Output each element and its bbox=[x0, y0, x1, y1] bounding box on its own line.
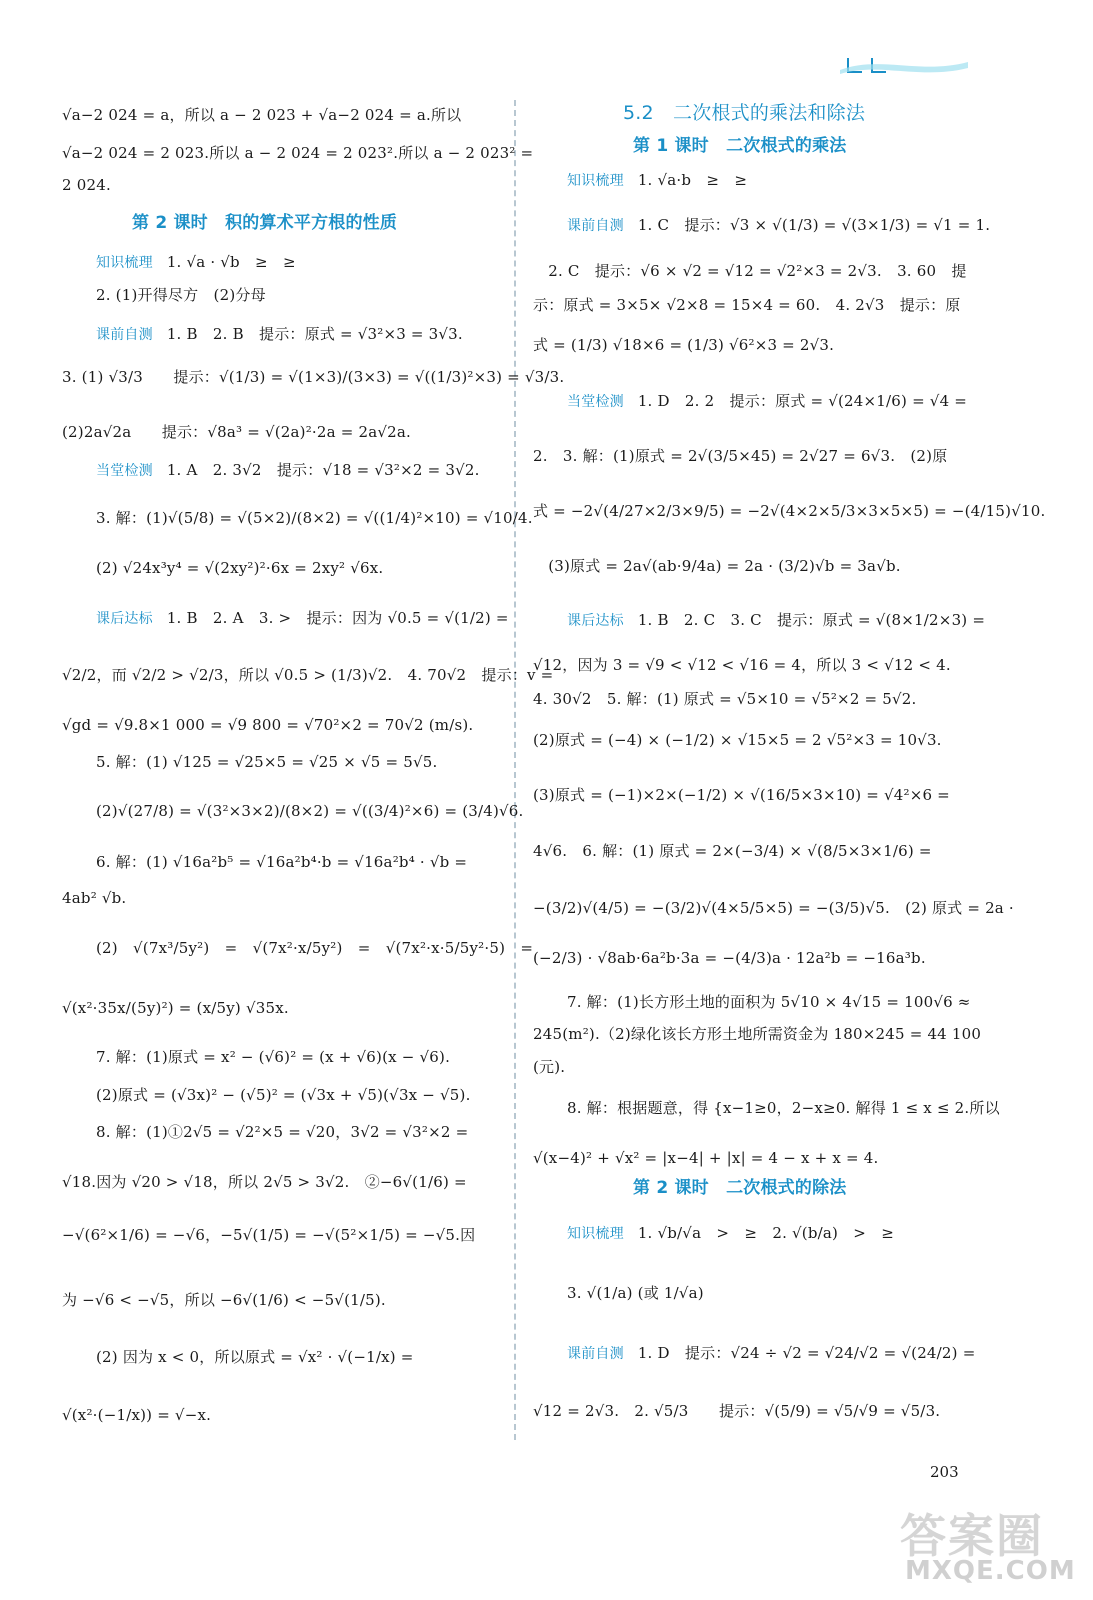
line-text: 第 2 课时 积的算术平方根的性质 bbox=[132, 213, 398, 233]
answer-line bbox=[62, 143, 533, 163]
section-tag: 知识梳理 bbox=[567, 1226, 624, 1242]
line-text: 示：原式 = 3×5× √2×8 = 15×4 = 60. 4. 2√3 提示：原 bbox=[533, 296, 961, 314]
answer-line bbox=[533, 1024, 981, 1044]
line-text: (3)原式 = 2a√(ab·9/4a) = 2a · (3/2)√b = 3a√b. bbox=[533, 557, 901, 575]
line-text: 1. D 提示：√24 ÷ √2 = √24/√2 = √(24/2) = bbox=[637, 1344, 976, 1362]
answer-line bbox=[62, 105, 461, 125]
answer-line bbox=[96, 252, 296, 273]
section-heading bbox=[623, 103, 865, 123]
answer-line bbox=[62, 1290, 386, 1310]
answer-line bbox=[62, 715, 473, 735]
answer-line bbox=[96, 324, 463, 345]
answer-line bbox=[533, 1148, 878, 1168]
section-tag: 当堂检测 bbox=[96, 463, 153, 479]
line-text: √18.因为 √20 > √18，所以 2√5 > 3√2. ②−6√(1/6) = bbox=[62, 1173, 467, 1191]
answer-line bbox=[567, 1223, 894, 1244]
answer-line bbox=[567, 610, 985, 631]
page-number: 203 bbox=[930, 1463, 959, 1481]
answer-line bbox=[62, 1225, 475, 1245]
line-text: 3. √(1/a) (或 1/√a) bbox=[567, 1284, 704, 1302]
section-heading bbox=[132, 213, 397, 233]
answer-line bbox=[96, 558, 383, 578]
answer-line bbox=[96, 1047, 450, 1067]
answer-line bbox=[533, 689, 916, 709]
header-wave-decoration bbox=[820, 50, 970, 80]
line-text: −√(6²×1/6) = −√6，−5√(1/5) = −√(5²×1/5) = −√5.因 bbox=[62, 1226, 476, 1244]
line-text: 式 = (1/3) √18×6 = (1/3) √6²×3 = 2√3. bbox=[533, 336, 835, 354]
line-text: (2) √24x³y⁴ = √(2xy²)²·6x = 2xy² √6x. bbox=[96, 559, 384, 577]
watermark-logo: 答案圈 bbox=[900, 1509, 1044, 1563]
answer-line bbox=[62, 367, 564, 387]
answer-line bbox=[96, 852, 467, 872]
line-text: 式 = −2√(4/27×2/3×9/5) = −2√(4×2×5/3×3×5×5) = −(4/15)√10. bbox=[533, 502, 1046, 520]
answer-line bbox=[567, 1343, 975, 1364]
line-text: 1. √a · √b ≥ ≥ bbox=[166, 253, 296, 271]
line-text: √a−2 024 = 2 023.所以 a − 2 024 = 2 023².所以 a − 2 023² = bbox=[62, 144, 534, 162]
line-text: 8. 解：(1)①2√5 = √2²×5 = √20，3√2 = √3²×2 = bbox=[96, 1123, 469, 1141]
answer-line bbox=[533, 556, 901, 576]
watermark-url: MXQE.COM bbox=[905, 1556, 1076, 1586]
answer-line bbox=[96, 460, 480, 481]
answer-line bbox=[533, 655, 951, 675]
answer-line bbox=[567, 1283, 704, 1303]
answer-line bbox=[62, 1172, 467, 1192]
section-tag: 课前自测 bbox=[567, 1346, 624, 1362]
line-text: √gd = √9.8×1 000 = √9 800 = √70²×2 = 70√2 (m/s). bbox=[62, 716, 474, 734]
line-text: 5. 解：(1) √125 = √25×5 = √25 × √5 = 5√5. bbox=[96, 753, 438, 771]
line-text: 3. 解：(1)√(5/8) = √(5×2)/(8×2) = √((1/4)²×10) = √10/4. bbox=[96, 509, 533, 527]
line-text: 3. (1) √3/3 提示：√(1/3) = √(1×3)/(3×3) = √((1/3)²×3) = √3/3. bbox=[62, 368, 565, 386]
answer-line bbox=[533, 446, 947, 466]
line-text: (3)原式 = (−1)×2×(−1/2) × √(16/5×3×10) = √4²×6 = bbox=[533, 786, 950, 804]
answer-line bbox=[533, 898, 1014, 918]
section-tag: 知识梳理 bbox=[567, 173, 624, 189]
answer-line bbox=[533, 335, 834, 355]
answer-line bbox=[567, 992, 971, 1012]
line-text: 2. (1)开得尽方 (2)分母 bbox=[96, 286, 266, 304]
answer-line bbox=[96, 608, 509, 629]
answer-line bbox=[62, 175, 111, 195]
line-text: (元). bbox=[533, 1058, 566, 1076]
line-text: √(x²·35x/(5y)²) = (x/5y) √35x. bbox=[62, 999, 289, 1017]
line-text: (2)原式 = (√3x)² − (√5)² = (√3x + √5)(√3x − √5). bbox=[96, 1086, 471, 1104]
line-text: 1. √a·b ≥ ≥ bbox=[637, 171, 748, 189]
answer-line bbox=[567, 391, 967, 412]
answer-line bbox=[62, 888, 126, 908]
answer-line bbox=[533, 501, 1045, 521]
answer-line bbox=[533, 295, 961, 315]
line-text: 为 −√6 < −√5，所以 −6√(1/6) < −5√(1/5). bbox=[62, 1291, 386, 1309]
line-text: √(x²·(−1/x)) = √−x. bbox=[62, 1406, 212, 1424]
answer-line bbox=[533, 1057, 565, 1077]
answer-line bbox=[96, 1085, 471, 1105]
answer-line bbox=[96, 752, 437, 772]
line-text: (2) 因为 x < 0，所以原式 = √x² · √(−1/x) = bbox=[96, 1348, 414, 1366]
line-text: 245(m²).（2)绿化该长方形土地所需资金为 180×245 = 44 100 bbox=[533, 1025, 982, 1043]
answer-line bbox=[567, 1098, 1000, 1118]
section-tag: 知识梳理 bbox=[96, 255, 153, 271]
line-text: 4ab² √b. bbox=[62, 889, 127, 907]
answer-line bbox=[533, 841, 932, 861]
answer-line bbox=[62, 998, 289, 1018]
line-text: 7. 解：(1)原式 = x² − (√6)² = (x + √6)(x − √6). bbox=[96, 1048, 451, 1066]
answer-line bbox=[567, 170, 747, 191]
line-text: 1. C 提示：√3 × √(1/3) = √(3×1/3) = √1 = 1. bbox=[637, 216, 991, 234]
line-text: 1. D 2. 2 提示：原式 = √(24×1/6) = √4 = bbox=[637, 392, 968, 410]
section-heading bbox=[633, 1178, 846, 1198]
answer-line bbox=[96, 285, 266, 305]
section-tag: 课前自测 bbox=[96, 327, 153, 343]
answer-line bbox=[96, 1122, 468, 1142]
column-divider bbox=[514, 100, 516, 1440]
line-text: (2)2a√2a 提示：√8a³ = √(2a)²·2a = 2a√2a. bbox=[62, 423, 411, 441]
line-text: 2. 3. 解：(1)原式 = 2√(3/5×45) = 2√27 = 6√3. (2)原 bbox=[533, 447, 948, 465]
answer-line bbox=[96, 1347, 414, 1367]
line-text: 8. 解：根据题意，得 {x−1≥0，2−x≥0. 解得 1 ≤ x ≤ 2.所以 bbox=[567, 1099, 1000, 1117]
line-text: 第 2 课时 二次根式的除法 bbox=[633, 1178, 847, 1198]
line-text: 2. C 提示：√6 × √2 = √12 = √2²×3 = 2√3. 3. 60 提 bbox=[533, 262, 967, 280]
line-text: (2)原式 = (−4) × (−1/2) × √15×5 = 2 √5²×3 = 10√3. bbox=[533, 731, 942, 749]
answer-line bbox=[62, 1405, 211, 1425]
line-text: 1. A 2. 3√2 提示：√18 = √3²×2 = 3√2. bbox=[166, 461, 480, 479]
answer-line bbox=[533, 948, 926, 968]
line-text: √12 = 2√3. 2. √5/3 提示：√(5/9) = √5/√9 = √5/3. bbox=[533, 1402, 941, 1420]
section-tag: 课前自测 bbox=[567, 218, 624, 234]
line-text: (2) √(7x³/5y²) = √(7x²·x/5y²) = √(7x²·x·5/5y²·5) = bbox=[96, 939, 534, 957]
line-text: 1. B 2. A 3. > 提示：因为 √0.5 = √(1/2) = bbox=[166, 609, 509, 627]
line-text: 6. 解：(1) √16a²b⁵ = √16a²b⁴·b = √16a²b⁴ · √b = bbox=[96, 853, 468, 871]
line-text: √a−2 024 = a，所以 a − 2 023 + √a−2 024 = a.所以 bbox=[62, 106, 462, 124]
answer-line bbox=[62, 665, 553, 685]
section-tag: 当堂检测 bbox=[567, 394, 624, 410]
line-text: (2)√(27/8) = √(3²×3×2)/(8×2) = √((3/4)²×6) = (3/4)√6. bbox=[96, 802, 524, 820]
section-tag: 课后达标 bbox=[96, 611, 153, 627]
section-heading bbox=[633, 136, 846, 156]
line-text: (−2/3) · √8ab·6a²b·3a = −(4/3)a · 12a²b = −16a³b. bbox=[533, 949, 926, 967]
line-text: √(x−4)² + √x² = |x−4| + |x| = 4 − x + x = 4. bbox=[533, 1149, 879, 1167]
line-text: −(3/2)√(4/5) = −(3/2)√(4×5/5×5) = −(3/5)√5. (2) 原式 = 2a · bbox=[533, 899, 1014, 917]
answer-line bbox=[62, 422, 411, 442]
line-text: √12，因为 3 = √9 < √12 < √16 = 4，所以 3 < √12 < 4. bbox=[533, 656, 951, 674]
answer-line bbox=[533, 261, 967, 281]
section-tag: 课后达标 bbox=[567, 613, 624, 629]
answer-line bbox=[533, 785, 950, 805]
answer-line bbox=[96, 938, 533, 958]
line-text: 第 1 课时 二次根式的乘法 bbox=[633, 136, 847, 156]
line-text: 7. 解：(1)长方形土地的面积为 5√10 × 4√15 = 100√6 ≈ bbox=[567, 993, 971, 1011]
answer-line bbox=[96, 801, 524, 821]
line-text: 1. B 2. C 3. C 提示：原式 = √(8×1/2×3) = bbox=[637, 611, 986, 629]
line-text: 4. 30√2 5. 解：(1) 原式 = √5×10 = √5²×2 = 5√2. bbox=[533, 690, 917, 708]
line-text: 1. B 2. B 提示：原式 = √3²×3 = 3√3. bbox=[166, 325, 463, 343]
answer-line bbox=[533, 730, 942, 750]
line-text: 2 024. bbox=[62, 176, 111, 194]
line-text: 5.2 二次根式的乘法和除法 bbox=[623, 102, 866, 124]
line-text: 1. √b/√a > ≥ 2. √(b/a) > ≥ bbox=[637, 1224, 895, 1242]
answer-line bbox=[96, 508, 533, 528]
line-text: √2/2，而 √2/2 > √2/3，所以 √0.5 > (1/3)√2. 4. 70√2 提示：v = bbox=[62, 666, 554, 684]
answer-line bbox=[533, 1401, 940, 1421]
answer-line bbox=[567, 215, 990, 236]
line-text: 4√6. 6. 解：(1) 原式 = 2×(−3/4) × √(8/5×3×1/6) = bbox=[533, 842, 932, 860]
